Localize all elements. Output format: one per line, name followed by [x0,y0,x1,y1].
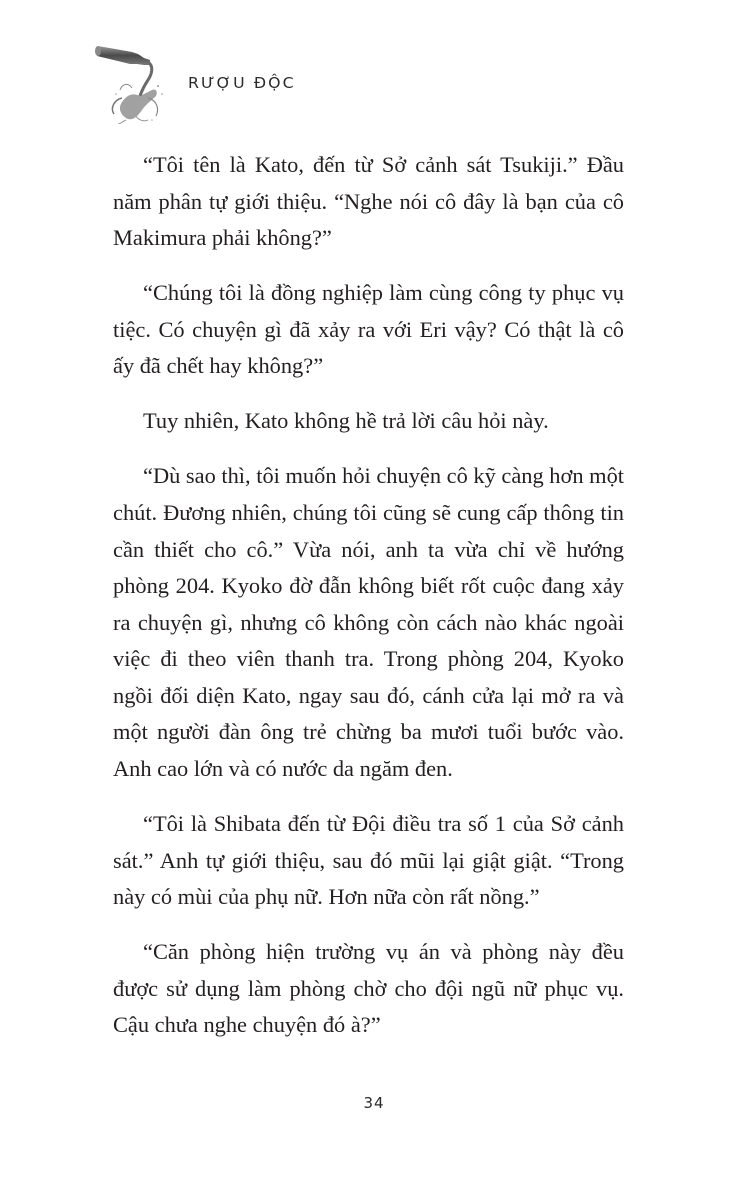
paragraph: “Tôi tên là Kato, đến từ Sở cảnh sát Tsukiji.” Đầu năm phân tự giới thiệu. “Nghe nói cô đây là bạn của cô Makimura phải không?” [113,152,624,251]
running-header [88,36,348,126]
paragraph: “Dù sao thì, tôi muốn hỏi chuyện cô kỹ càng hơn một chút. Đương nhiên, chúng tôi cũng sẽ cung cấp thông tin cần thiết cho cô.” Vừa nói, anh ta vừa chỉ về hướng phòng 204. Kyoko đờ đẫn không biết rốt cuộc đang xảy ra chuyện gì, nhưng cô không còn cách nào khác ngoài việc đi theo viên thanh tra. Trong phòng 204, Kyoko ngồi đối diện Kato, ngay sau đó, cánh cửa lại mở ra và một người đàn ông trẻ chừng ba mươi tuổi bước vào. Anh cao lớn và có nước da ngăm đen. [113,463,624,782]
paragraph: “Chúng tôi là đồng nghiệp làm cùng công ty phục vụ tiệc. Có chuyện gì đã xảy ra với Eri vậy? Có thật là cô ấy đã chết hay không?” [113,280,624,379]
paragraph: “Căn phòng hiện trường vụ án và phòng này đều được sử dụng làm phòng chờ cho đội ngũ nữ phục vụ. Cậu chưa nghe chuyện đó à?” [113,939,624,1038]
page-number: 34 [363,1094,385,1112]
body-text [113,147,624,1062]
book-title: RƯỢU ĐỘC [188,74,296,92]
pouring-bottle-icon [92,38,192,124]
paragraph: “Tôi là Shibata đến từ Đội điều tra số 1 của Sở cảnh sát.” Anh tự giới thiệu, sau đó mũi lại giật giật. “Trong này có mùi của phụ nữ. Hơn nữa còn rất nồng.” [113,811,624,910]
paragraph: Tuy nhiên, Kato không hề trả lời câu hỏi này. [143,408,549,434]
